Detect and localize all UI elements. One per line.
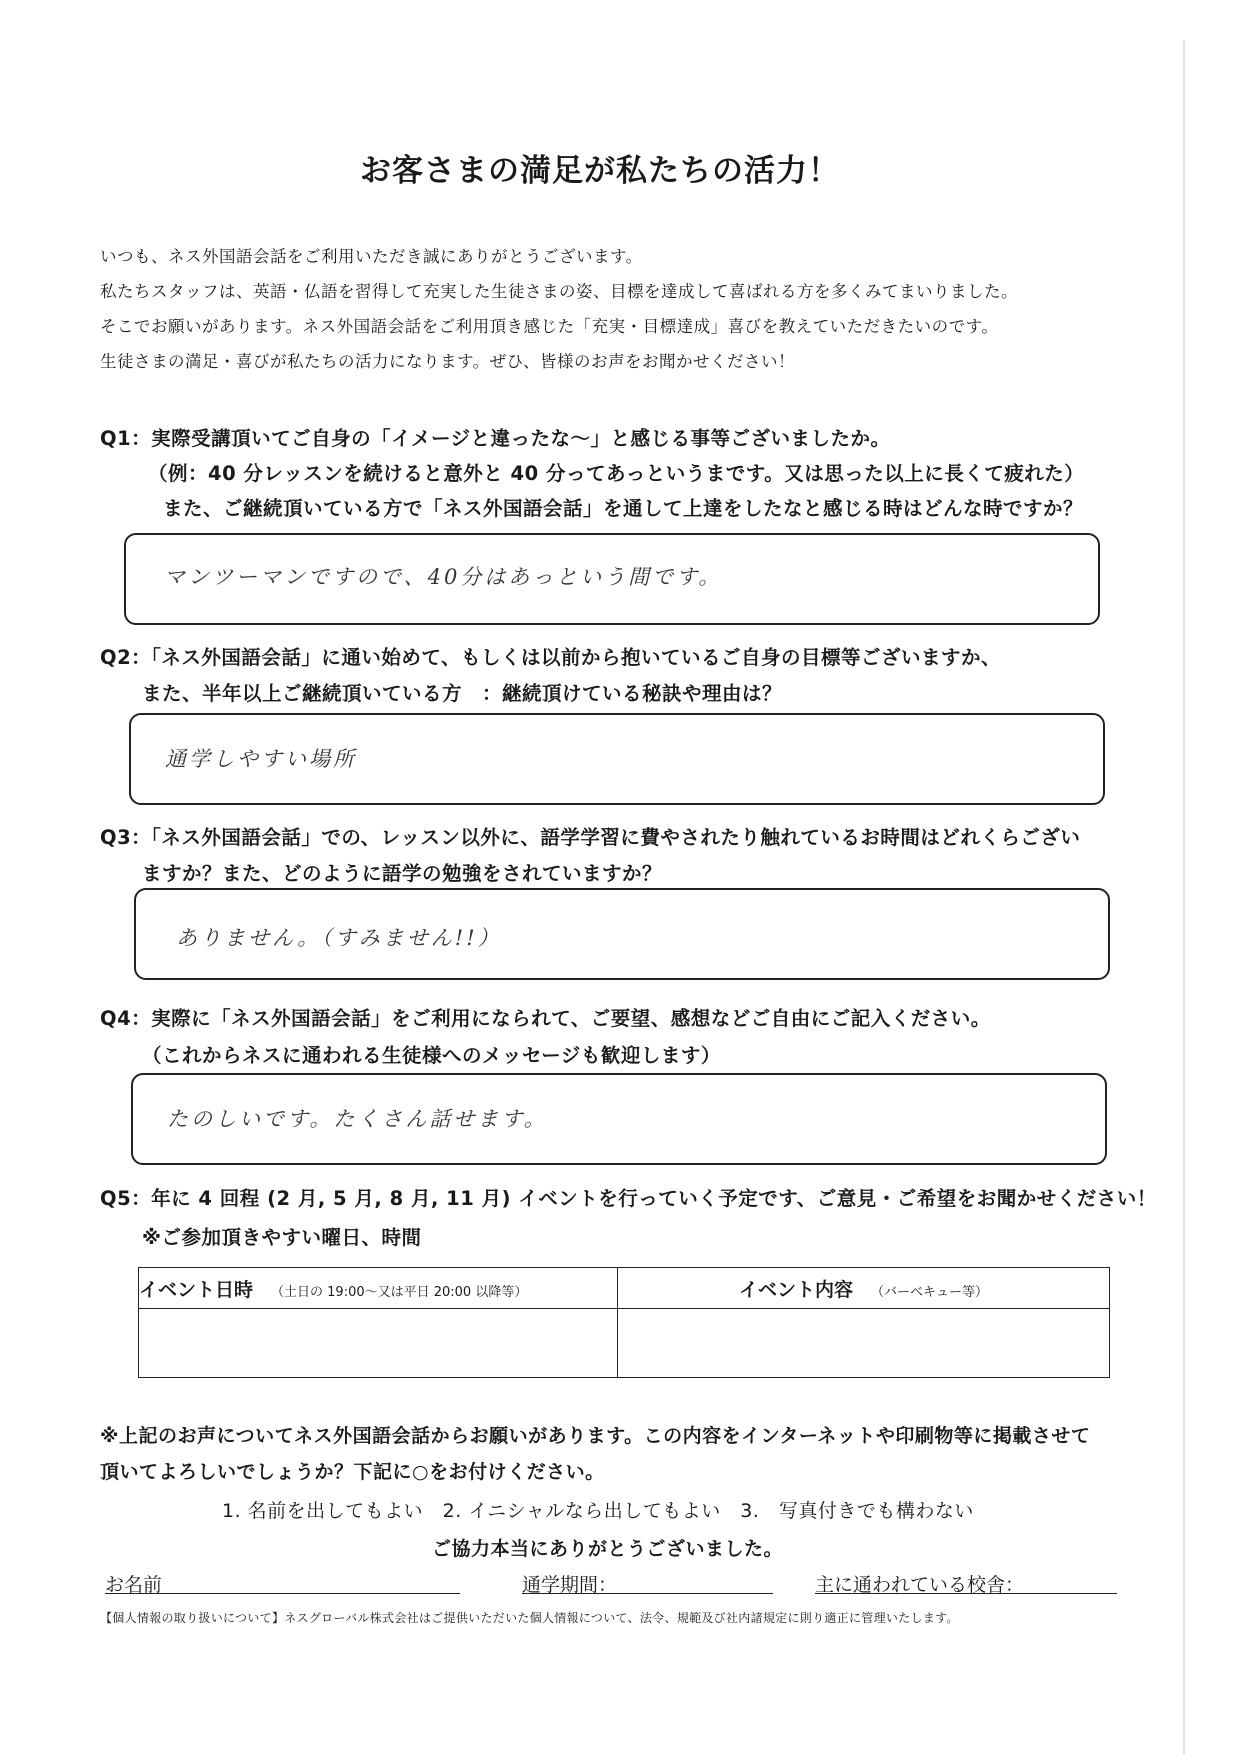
intro-line-4: 生徒さまの満足・喜びが私たちの活力になります。ぜひ、皆様のお声をお聞かせください！ (100, 352, 796, 371)
intro-line-1: いつも、ネス外国語会話をご利用いただき誠にありがとうございます。 (100, 247, 643, 266)
q4-answer-box[interactable] (131, 1073, 1107, 1165)
event-content-cell[interactable] (618, 1309, 1110, 1378)
school-label: 主に通われている校舎： (815, 1574, 1025, 1596)
scan-edge-line (1183, 40, 1185, 1754)
q2-answer-handwriting: 通学しやすい場所 (165, 747, 357, 771)
q4-followup: （これからネスに通われる生徒様へのメッセージも歓迎します） (142, 1044, 721, 1067)
q4-answer-handwriting: たのしいです。たくさん話せます。 (167, 1107, 548, 1131)
q2-question: Q2：「ネス外国語会話」に通い始めて、もしくは以前から抱いているご自身の目標等ございますか、 (100, 646, 1002, 669)
q1-answer-box[interactable] (124, 533, 1100, 625)
consent-options[interactable]: 1. 名前を出してもよい 2. イニシャルなら出してもよい 3. 写真付きでも構わない (222, 1500, 974, 1522)
q1-example: （例：40 分レッスンを続けると意外と 40 分ってあっというまです。又は思った以上に長くて疲れた） (148, 462, 1085, 485)
q1-answer-handwriting: マンツーマンですので、40分はあっという間です。 (164, 565, 723, 589)
q5-question: Q5：年に 4 回程 (2 月, 5 月, 8 月, 11 月) イベントを行っていく予定です、ご意見・ご希望をお聞かせください！ (100, 1187, 1157, 1210)
thanks-message: ご協力本当にありがとうございました。 (431, 1538, 783, 1560)
page-title: お客さまの満足が私たちの活力！ (360, 153, 840, 189)
q3-question: Q3：「ネス外国語会話」での、レッスン以外に、語学学習に費やされたり触れているお時間はどれくらござい (100, 826, 1081, 849)
q4-question: Q4：実際に「ネス外国語会話」をご利用になられて、ご要望、感想などご自由にご記入ください。 (100, 1007, 991, 1030)
event-table (138, 1267, 1110, 1378)
event-datetime-note: （土日の 19:00～又は平日 20:00 以降等） (271, 1284, 528, 1300)
privacy-notice: 【個人情報の取り扱いについて】ネスグローバル株式会社はご提供いただいた個人情報について、法令、規範及び社内諸規定に則り適正に管理いたします。 (100, 1611, 959, 1625)
event-content-header (618, 1268, 1110, 1309)
q2-followup: また、半年以上ご継続頂いている方 ：継続頂けている秘訣や理由は？ (142, 682, 783, 705)
event-datetime-header (139, 1268, 618, 1309)
consent-request-line-2: 頂いてよろしいでしょうか？下記に○をお付けください。 (100, 1461, 605, 1483)
event-content-note: （バーベキュー等） (871, 1284, 989, 1300)
q2-answer-box[interactable] (129, 713, 1105, 805)
event-content-label: イベント内容 (738, 1278, 853, 1301)
q1-question: Q1：実際受講頂いてご自身の「イメージと違ったな～」と感じる事等ございましたか。 (100, 427, 891, 450)
intro-line-3: そこでお願いがあります。ネス外国語会話をご利用頂き感じた「充実・目標達成」喜びを教えていただきたいのです。 (100, 317, 999, 336)
name-field[interactable] (105, 1593, 460, 1594)
q3-answer-handwriting: ありません。（すみません!!） (176, 926, 502, 950)
q3-followup: ますか？また、どのように語学の勉強をされていますか？ (142, 862, 663, 885)
q1-followup: また、ご継続頂いている方で「ネス外国語会話」を通して上達をしたなと感じる時はどんな時ですか？ (163, 497, 1084, 520)
event-datetime-cell[interactable] (139, 1309, 618, 1378)
name-label: お名前 (105, 1574, 163, 1596)
event-datetime-label: イベント日時 (139, 1278, 254, 1301)
period-label: 通学期間： (522, 1574, 618, 1596)
q3-answer-box[interactable] (134, 888, 1110, 980)
period-field[interactable] (522, 1593, 773, 1594)
intro-line-2: 私たちスタッフは、英語・仏語を習得して充実した生徒さまの姿、目標を達成して喜ばれる方を多くみてまいりました。 (100, 282, 1018, 301)
consent-request-line-1: ※上記のお声についてネス外国語会話からお願いがあります。この内容をインターネットや印刷物等に掲載させて (100, 1425, 1091, 1447)
school-field[interactable] (815, 1593, 1117, 1594)
q5-note: ※ご参加頂きやすい曜日、時間 (142, 1226, 422, 1249)
